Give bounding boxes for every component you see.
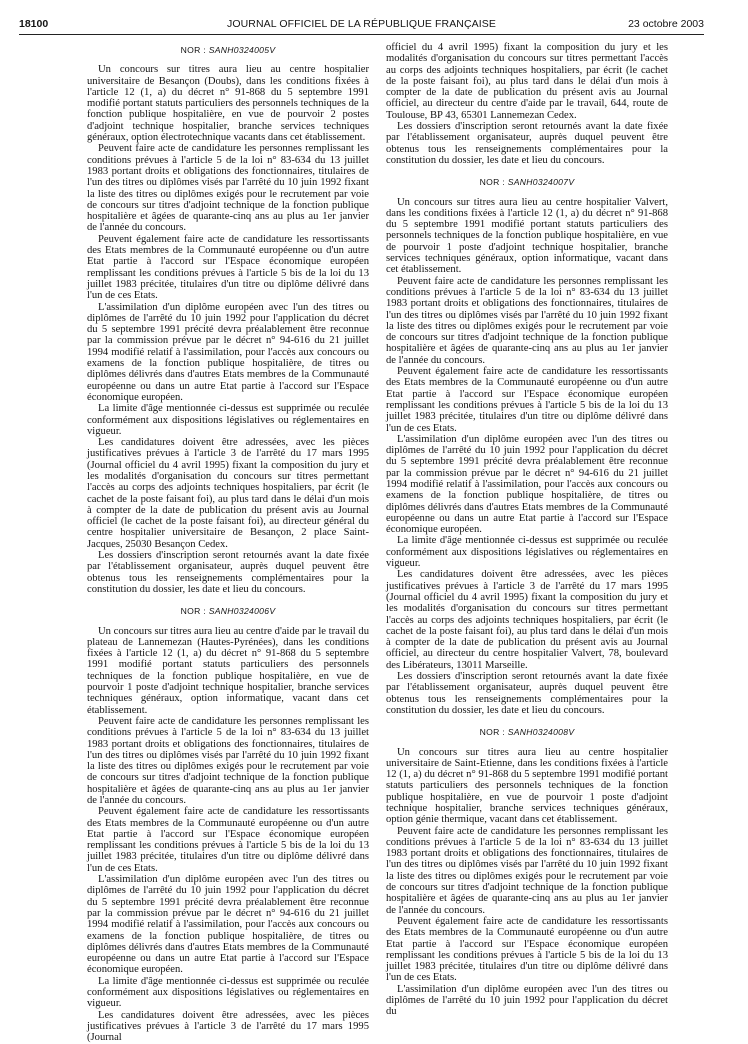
nor-heading	[87, 606, 369, 617]
paragraph: Un concours sur titres aura lieu au centre hospitalier universitaire de Besançon (Doubs), dans les conditions fixées à l'article 12 (1, a) du décret n° 91-868 du 5 septembre 1991 modifié portant statuts particuliers des personnels techniques de la fonction publique hospitalière, en vue de pourvoir 2 postes d'adjoint technique hospitalier, branche services techniques généraux, option électrotechnique vacants dans cet établissement.	[87, 64, 369, 144]
page-header	[19, 18, 704, 32]
paragraph: L'assimilation d'un diplôme européen avec l'un des titres ou diplômes de l'arrêté du 10 juin 1992 pour l'application du décret du 5 septembre 1991 précité devra préalablement être reconnue par la commission prévue par le décret n° 94-616 du 21 juillet 1994 modifié relatif à l'assimilation, pour l'accès aux concours ou examens de la fonction publique hospitalière, de titres ou diplômes délivrés dans d'autres Etats membres de la Communauté européenne ou dans un autre Etat partie à l'accord sur l'Espace économique européen.	[386, 433, 668, 536]
nor-code: SANH0324007V	[507, 177, 575, 188]
paragraph: Les candidatures doivent être adressées, avec les pièces justificatives prévues à l'article 3 de l'arrêté du 17 mars 1995 (Journal officiel du 4 avril 1995) fixant la composition du jury et les modalités d'organisation du concours sur titres permettant l'accès au corps des adjoints techniques hospitaliers, par écrit (le cachet de la poste faisant foi), au plus tard dans le délai d'un mois à compter de la date de publication du présent avis au Journal officiel (le cachet de la poste faisant foi), au directeur général du centre hospitalier universitaire de Besançon, 2 place Saint-Jacques, 25030 Besançon Cedex.	[87, 437, 369, 550]
paragraph: Les dossiers d'inscription seront retournés avant la date fixée par l'établissement organisateur, auprès duquel peuvent être obtenus tous les renseignements complémentaires pour la constitution du dossier, les date et lieu du concours.	[386, 671, 668, 716]
paragraph: La limite d'âge mentionnée ci-dessus est supprimée ou reculée conformément aux dispositions législatives ou réglementaires en vigueur.	[87, 403, 369, 437]
nor-heading	[386, 727, 668, 738]
paragraph: L'assimilation d'un diplôme européen avec l'un des titres ou diplômes de l'arrêté du 10 juin 1992 pour l'application du décret du 5 septembre 1991 précité devra préalablement être reconnue par la commission prévue par le décret n° 94-616 du 21 juillet 1994 modifié relatif à l'assimilation, pour l'accès aux concours ou examens de la fonction publique hospitalière, de titres ou diplômes délivrés dans d'autres Etats membres de la Communauté européenne ou dans un autre Etat partie à l'accord sur l'Espace économique européen.	[87, 301, 369, 403]
nor-code: SANH0324008V	[507, 727, 575, 738]
paragraph: La limite d'âge mentionnée ci-dessus est supprimée ou reculée conformément aux dispositions législatives ou réglementaires en vigueur.	[386, 535, 668, 570]
column-right	[386, 42, 668, 1018]
paragraph: L'assimilation d'un diplôme européen avec l'un des titres ou diplômes de l'arrêté du 10 juin 1992 pour l'application du décret du 5 septembre 1991 précité devra préalablement être reconnue par la commission prévue par le décret n° 94-616 du 21 juillet 1994 modifié relatif à l'assimilation, pour l'accès aux concours ou examens de la fonction publique hospitalière, de titres ou diplômes délivrés dans d'autres Etats membres de la Communauté européenne ou dans un autre Etat partie à l'accord sur l'Espace économique européen.	[87, 874, 369, 976]
paragraph: La limite d'âge mentionnée ci-dessus est supprimée ou reculée conformément aux dispositions législatives ou réglementaires en vigueur.	[87, 975, 369, 1010]
nor-label: NOR :	[479, 727, 505, 738]
paragraph: Les dossiers d'inscription seront retournés avant la date fixée par l'établissement organisateur, auprès duquel peuvent être obtenus tous les renseignements complémentaires pour la constitution du dossier, les date et lieu du concours.	[87, 550, 369, 595]
paragraph: Les candidatures doivent être adressées, avec les pièces justificatives prévues à l'article 3 de l'arrêté du 17 mars 1995 (Journal	[87, 1009, 369, 1044]
nor-label: NOR :	[180, 606, 206, 617]
journal-title: JOURNAL OFFICIEL DE LA RÉPUBLIQUE FRANÇAISE	[227, 18, 496, 30]
nor-heading	[386, 177, 668, 188]
nor-code: SANH0324006V	[208, 606, 276, 617]
paragraph: Peuvent également faire acte de candidature les ressortissants des Etats membres de la Communauté européenne ou d'un autre Etat partie à l'accord sur l'Espace économique européen remplissant les conditions prévues à l'article 5 bis de la loi du 13 juillet 1983 précitée, titulaires d'un titre ou diplôme délivré dans l'un de ces Etats.	[386, 366, 668, 434]
nor-code: SANH0324005V	[208, 45, 276, 55]
paragraph: Peuvent faire acte de candidature les personnes remplissant les conditions prévues à l'article 5 de la loi n° 83-634 du 13 juillet 1983 portant droits et obligations des fonctionnaires, titulaires de l'un des titres ou diplômes visés par l'arrêté du 10 juin 1992 fixant la liste des titres ou diplômes exigés pour le recrutement par voie de concours sur titres d'adjoint technique de la fonction publique hospitalière et âgées de quarante-cinq ans au plus au 1er janvier de l'année du concours.	[386, 825, 668, 916]
header-rule	[19, 34, 704, 35]
paragraph: Un concours sur titres aura lieu au centre hospitalier Valvert, dans les conditions fixées à l'article 12 (1, a) du décret n° 91-868 du 5 septembre 1991 modifié portant statuts particuliers des personnels techniques de la fonction publique hospitalière, en vue de pourvoir 1 poste d'adjoint technique hospitalier, branche services techniques généraux, option informatique, vacant dans cet établissement.	[386, 196, 668, 276]
nor-label: NOR :	[479, 177, 505, 188]
paragraph: Peuvent également faire acte de candidature les ressortissants des Etats membres de la Communauté européenne ou d'un autre Etat partie à l'accord sur l'Espace économique européen remplissant les conditions prévues à l'article 5 bis de la loi du 13 juillet 1983 précitée, titulaires d'un titre ou diplôme délivré dans l'un de ces Etats.	[386, 915, 668, 984]
nor-heading	[87, 45, 369, 56]
paragraph: Peuvent faire acte de candidature les personnes remplissant les conditions prévues à l'article 5 de la loi n° 83-634 du 13 juillet 1983 portant droits et obligations des fonctionnaires, titulaires de l'un des titres ou diplômes visés par l'arrêté du 10 juin 1992 fixant la liste des titres ou diplômes exigés pour le recrutement par voie de concours sur titres d'adjoint technique de la fonction publique hospitalière et âgées de quarante-cinq ans au plus au 1er janvier de l'année du concours.	[87, 715, 369, 806]
paragraph: Les dossiers d'inscription seront retournés avant la date fixée par l'établissement organisateur, auprès duquel peuvent être obtenus tous les renseignements complémentaires pour la constitution du dossier, les date et lieu du concours.	[386, 121, 668, 166]
nor-label: NOR :	[180, 45, 206, 55]
paragraph: Peuvent faire acte de candidature les personnes remplissant les conditions prévues à l'article 5 de la loi n° 83-634 du 13 juillet 1983 portant droits et obligations des fonctionnaires, titulaires de l'un des titres ou diplômes visés par l'arrêté du 10 juin 1992 fixant la liste des titres ou diplômes exigés pour le recrutement par voie de concours sur titres d'adjoint technique de la fonction publique hospitalière et âgées de quarante-cinq ans au plus au 1er janvier de l'année du concours.	[87, 143, 369, 234]
column-left	[87, 45, 369, 1044]
paragraph: Un concours sur titres aura lieu au centre hospitalier universitaire de Saint-Etienne, dans les conditions fixées à l'article 12 (1, a) du décret n° 91-868 du 5 septembre 1991 modifié portant statuts particuliers des personnels techniques de la fonction publique hospitalière, en vue de pourvoir 1 poste d'adjoint technique hospitalier, branche services techniques généraux, option génie thermique, vacant dans cet établissement.	[386, 746, 668, 826]
issue-date: 23 octobre 2003	[628, 18, 704, 30]
paragraph: Les candidatures doivent être adressées, avec les pièces justificatives prévues à l'article 3 de l'arrêté du 17 mars 1995 (Journal officiel du 4 avril 1995) fixant la composition du jury et les modalités d'organisation du concours sur titres permettant l'accès au corps des adjoints techniques hospitaliers, par écrit (le cachet de la poste faisant foi), au plus tard dans le délai d'un mois à compter de la date de publication du présent avis au Journal officiel, au directeur du centre hospitalier Valvert, 78, boulevard des Libérateurs, 13011 Marseille.	[386, 569, 668, 671]
paragraph: Un concours sur titres aura lieu au centre d'aide par le travail du plateau de Lannemezan (Hautes-Pyrénées), dans les conditions fixées à l'article 12 (1, a) du décret n° 91-868 du 5 septembre 1991 modifié portant statuts particuliers des personnels techniques de la fonction publique hospitalière, en vue de pourvoir 1 poste d'adjoint technique hospitalier, branche services techniques généraux, option informatique, vacant dans cet établissement.	[87, 625, 369, 716]
paragraph: officiel du 4 avril 1995) fixant la composition du jury et les modalités d'organisation du concours sur titres permettant l'accès au corps des adjoints techniques hospitaliers, par écrit (le cachet de la poste faisant foi), au plus tard dans le délai d'un mois à compter de la date de publication du présent avis au Journal officiel, au directeur du centre d'aide par le travail, 644, route de Toulouse, BP 43, 65301 Lannemezan Cedex.	[386, 42, 668, 121]
paragraph: L'assimilation d'un diplôme européen avec l'un des titres ou diplômes de l'arrêté du 10 juin 1992 pour l'application du décret du	[386, 983, 668, 1018]
paragraph: Peuvent également faire acte de candidature les ressortissants des Etats membres de la Communauté européenne ou d'un autre Etat partie à l'accord sur l'Espace économique européen remplissant les conditions prévues à l'article 5 bis de la loi du 13 juillet 1983 précitée, titulaires d'un titre ou diplôme délivré dans l'un de ces Etats.	[87, 233, 369, 302]
paragraph: Peuvent également faire acte de candidature les ressortissants des Etats membres de la Communauté européenne ou d'un autre Etat partie à l'accord sur l'Espace économique européen remplissant les conditions prévues à l'article 5 bis de la loi du 13 juillet 1983 précitée, titulaires d'un titre ou diplôme délivré dans l'un de ces Etats.	[87, 806, 369, 874]
paragraph: Peuvent faire acte de candidature les personnes remplissant les conditions prévues à l'article 5 de la loi n° 83-634 du 13 juillet 1983 portant droits et obligations des fonctionnaires, titulaires de l'un des titres ou diplômes visés par l'arrêté du 10 juin 1992 fixant la liste des titres ou diplômes exigés pour le recrutement par voie de concours sur titres d'adjoint technique de la fonction publique hospitalière et âgées de quarante-cinq ans au plus au 1er janvier de l'année du concours.	[386, 275, 668, 366]
page-number: 18100	[19, 18, 49, 30]
